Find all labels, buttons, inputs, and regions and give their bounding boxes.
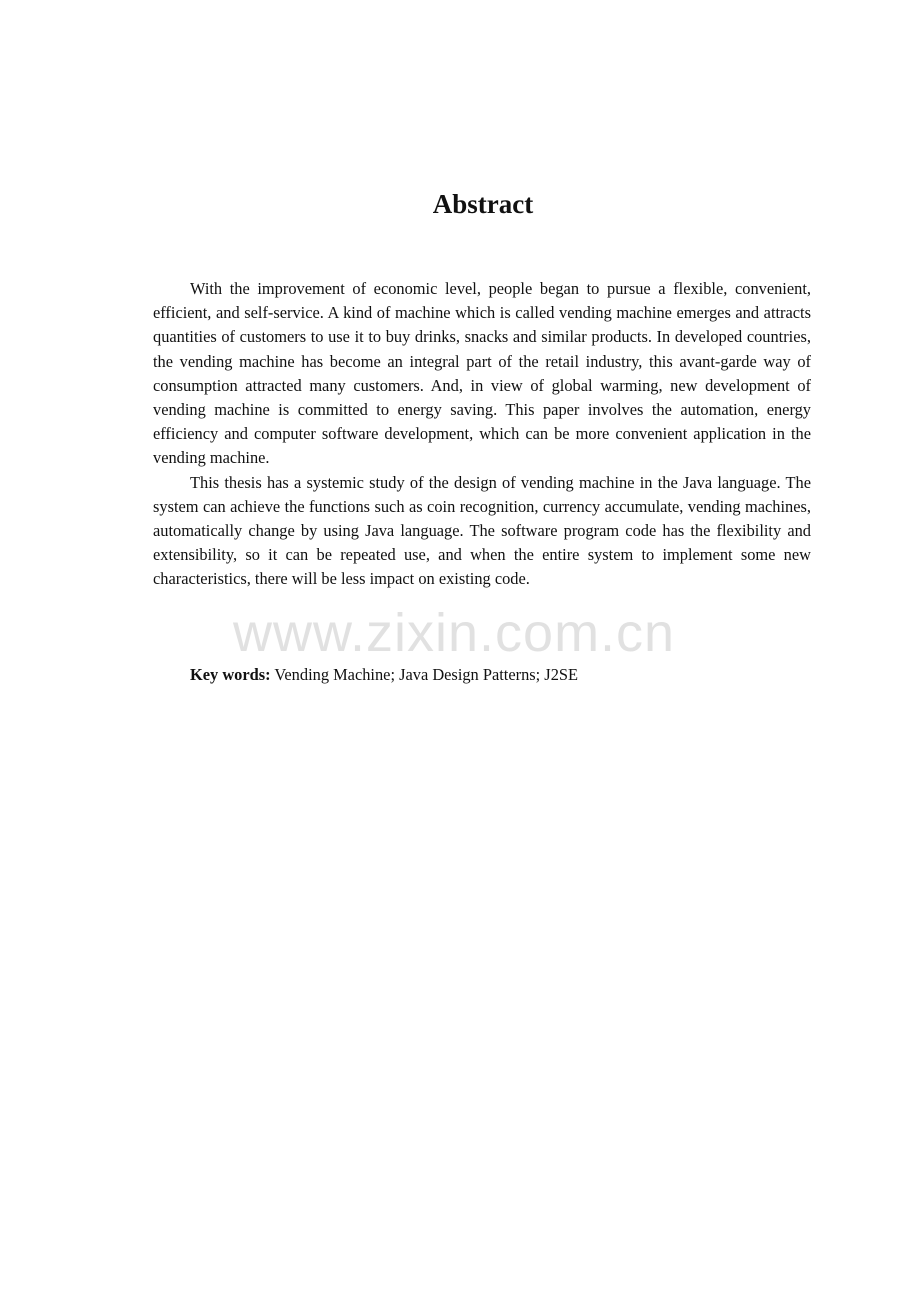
abstract-paragraph-1: With the improvement of economic level, people began to pursue a flexible, convenient, efficient, and self-service. A kind of machine which is called vending machine emerges and attracts quantities of customers to use it to buy drinks, snacks and similar products. In developed countries, the vending machine has become an integral part of the retail industry, this avant-garde way of consumption attracted many customers. And, in view of global warming, new development of vending machine is committed to energy saving. This paper involves the automation, energy efficiency and computer software development, which can be more convenient application in the vending machine.: [153, 279, 811, 468]
keywords-line: [190, 663, 811, 687]
abstract-body: [153, 277, 811, 592]
abstract-paragraph-2: This thesis has a systemic study of the design of vending machine in the Java language. The system can achieve the functions such as coin recognition, currency accumulate, vending machines, automatically change by using Java language. The software program code has the flexibility and extensibility, so it can be repeated use, and when the entire system to implement some new characteristics, there will be less impact on existing code.: [153, 472, 811, 589]
keywords-label: Key words:: [190, 665, 271, 684]
keywords-value: Vending Machine; Java Design Patterns; J2SE: [270, 665, 579, 684]
watermark: www.zixin.com.cn: [233, 603, 676, 663]
abstract-title: Abstract: [432, 189, 534, 219]
